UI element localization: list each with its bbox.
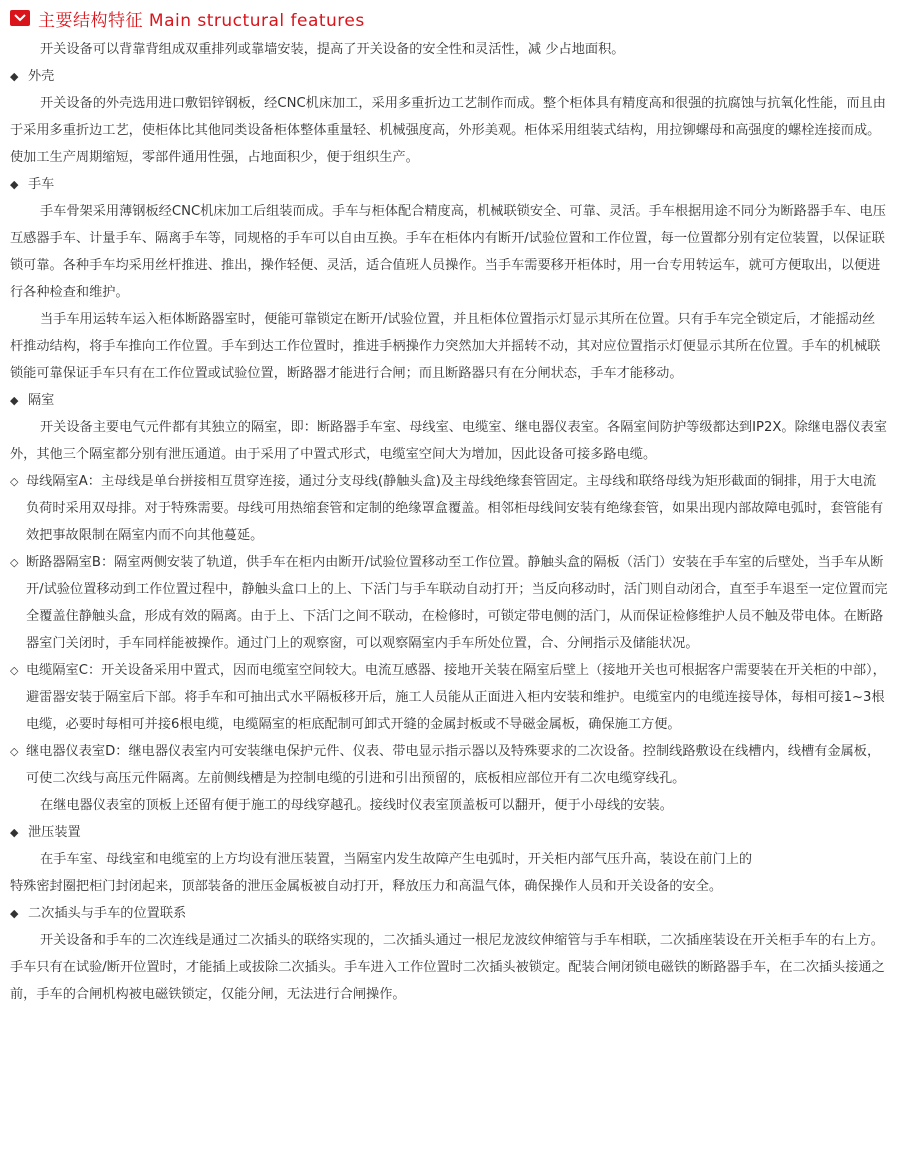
list-item-text: 电缆隔室C：开关设备采用中置式，因而电缆室空间较大。电流互感器、接地开关装在隔室后壁上（接地开关也可根据客户需要装在开关柜的中部），避雷器安装于隔室后下部。将手车和可抽出式水平隔板移开后，施工人员能从正面进入柜内安装和维护。电缆室内的电缆连接导体，每相可接1~3根电缆，必要时每相可并接6根电缆，电缆隔室的柜底配制可卸式开缝的金属封板或不导磁金属板，确保施工方便。 (26, 663, 886, 732)
hollow-diamond-icon: ◇ (10, 475, 19, 488)
section-heading-label: 手车 (28, 177, 55, 192)
diamond-bullet-icon: ◆ (10, 907, 19, 920)
section-heading-pressure-relief (10, 819, 888, 846)
relay-note-paragraph: 在继电器仪表室的顶板上还留有便于施工的母线穿越孔。接线时仪表室顶盖板可以翻开，便于小母线的安装。 (40, 798, 673, 813)
list-item-text: 继电器仪表室D：继电器仪表室内可安装继电保护元件、仪表、带电显示指示器以及特殊要求的二次设备。控制线路敷设在线槽内，线槽有金属板，可使二次线与高压元件隔离。左前侧线槽是为控制电缆的引进和引出预留的，底板相应部位开有二次电缆穿线孔。 (26, 744, 881, 786)
section-heading-secondary-plug (10, 900, 888, 927)
list-item-text: 断路器隔室B：隔室两侧安装了轨道，供手车在柜内由断开/试验位置移动至工作位置。静触头盒的隔板（活门）安装在手车室的后壁处，当手车从断开/试验位置移动到工作位置过程中，静触头盒口上的上、下活门与手车联动自动打开；当反向移动时，活门则自动闭合，直至手车退至一定位置而完全覆盖住静触头盒，形成有效的隔离。由于上、下活门之间不联动，在检修时，可锁定带电侧的活门，从而保证检修维护人员不触及带电体。在断路器室门关闭时，手车同样能被操作。通过门上的观察窗，可以观察隔室内手车所处位置，合、分闸指示及储能状况。 (26, 555, 888, 651)
section-heading-label: 二次插头与手车的位置联系 (28, 906, 187, 921)
truck-paragraph-1: 手车骨架采用薄钢板经CNC机床加工后组装而成。手车与柜体配合精度高，机械联锁安全、可靠、灵活。手车根据用途不同分为断路器手车、电压互感器手车、计量手车、隔离手车等，同规格的手车可以自由互换。手车在柜体内有断开/试验位置和工作位置，每一位置都分别有定位装置，以保证联锁可靠。各种手车均采用丝杆推进、推出，操作轻便、灵活，适合值班人员操作。当手车需要移开柜体时，用一台专用转运车，就可方便取出，以便进行各种检查和维护。 (10, 204, 886, 300)
section-heading-truck (10, 171, 888, 198)
section-header (10, 0, 888, 36)
pressure-relief-line-1: 在手车室、母线室和电缆室的上方均设有泄压装置，当隔室内发生故障产生电弧时，开关柜内部气压升高，装设在前门上的 (40, 852, 753, 867)
diamond-bullet-icon: ◆ (10, 394, 19, 407)
page-title: 主要结构特征 Main structural features (38, 10, 365, 31)
hollow-diamond-icon: ◇ (10, 556, 19, 569)
bookmark-icon (10, 10, 30, 26)
section-heading-enclosure (10, 63, 888, 90)
intro-paragraph: 开关设备可以背靠背组成双重排列或靠墙安装，提高了开关设备的安全性和灵活性，减 少占地面积。 (40, 42, 625, 57)
list-item-relay-compartment (10, 738, 888, 792)
list-item-text: 母线隔室A：主母线是单台拼接相互贯穿连接，通过分支母线(静触头盒)及主母线绝缘套管固定。主母线和联络母线为矩形截面的铜排，用于大电流负荷时采用双母排。对于特殊需要。母线可用热缩套管和定制的绝缘罩盒覆盖。相邻柜母线间安装有绝缘套管，如果出现内部故障电弧时，套管能有效把事故限制在隔室内而不向其他蔓延。 (26, 474, 884, 543)
pressure-relief-line-2: 特殊密封圈把柜门封闭起来，顶部装备的泄压金属板被自动打开，释放压力和高温气体，确保操作人员和开关设备的安全。 (10, 879, 723, 894)
diamond-bullet-icon: ◆ (10, 826, 19, 839)
diamond-bullet-icon: ◆ (10, 178, 19, 191)
list-item-cable-compartment (10, 657, 888, 738)
list-item-breaker-compartment (10, 549, 888, 657)
compartments-paragraph: 开关设备主要电气元件都有其独立的隔室，即：断路器手车室、母线室、电缆室、继电器仪表室。各隔室间防护等级都达到IP2X。除继电器仪表室外，其他三个隔室都分别有泄压通道。由于采用了中置式形式，电缆室空间大为增加，因此设备可接多路电缆。 (10, 420, 887, 462)
section-heading-compartments (10, 387, 888, 414)
hollow-diamond-icon: ◇ (10, 664, 19, 677)
section-heading-label: 泄压装置 (28, 825, 81, 840)
diamond-bullet-icon: ◆ (10, 70, 19, 83)
list-item-busbar-compartment (10, 468, 888, 549)
hollow-diamond-icon: ◇ (10, 745, 19, 758)
section-heading-label: 隔室 (28, 393, 55, 408)
truck-paragraph-2: 当手车用运转车运入柜体断路器室时，便能可靠锁定在断开/试验位置，并且柜体位置指示灯显示其所在位置。只有手车完全锁定后，才能摇动丝杆推动结构，将手车推向工作位置。手车到达工作位置时，推进手柄操作力突然加大并摇转不动，其对应位置指示灯便显示其所在位置。手车的机械联锁能可靠保证手车只有在工作位置或试验位置，断路器才能进行合闸；而且断路器只有在分闸状态，手车才能移动。 (10, 312, 881, 381)
enclosure-paragraph: 开关设备的外壳选用进口敷铝锌钢板，经CNC机床加工，采用多重折边工艺制作而成。整个柜体具有精度高和很强的抗腐蚀与抗氧化性能，而且由于采用多重折边工艺，使柜体比其他同类设备柜体整体重量轻、机械强度高，外形美观。柜体采用组装式结构，用拉铆螺母和高强度的螺栓连接而成。使加工生产周期缩短，零部件通用性强，占地面积少，便于组织生产。 (10, 96, 886, 165)
secondary-plug-paragraph: 开关设备和手车的二次连线是通过二次插头的联络实现的，二次插头通过一根尼龙波纹伸缩管与手车相联，二次插座装设在开关柜手车的右上方。手车只有在试验/断开位置时，才能插上或拔除二次插头。手车进入工作位置时二次插头被锁定。配装合闸闭锁电磁铁的断路器手车，在二次插头接通之前，手车的合闸机构被电磁铁锁定，仅能分闸，无法进行合闸操作。 (10, 933, 885, 1002)
section-heading-label: 外壳 (28, 69, 55, 84)
